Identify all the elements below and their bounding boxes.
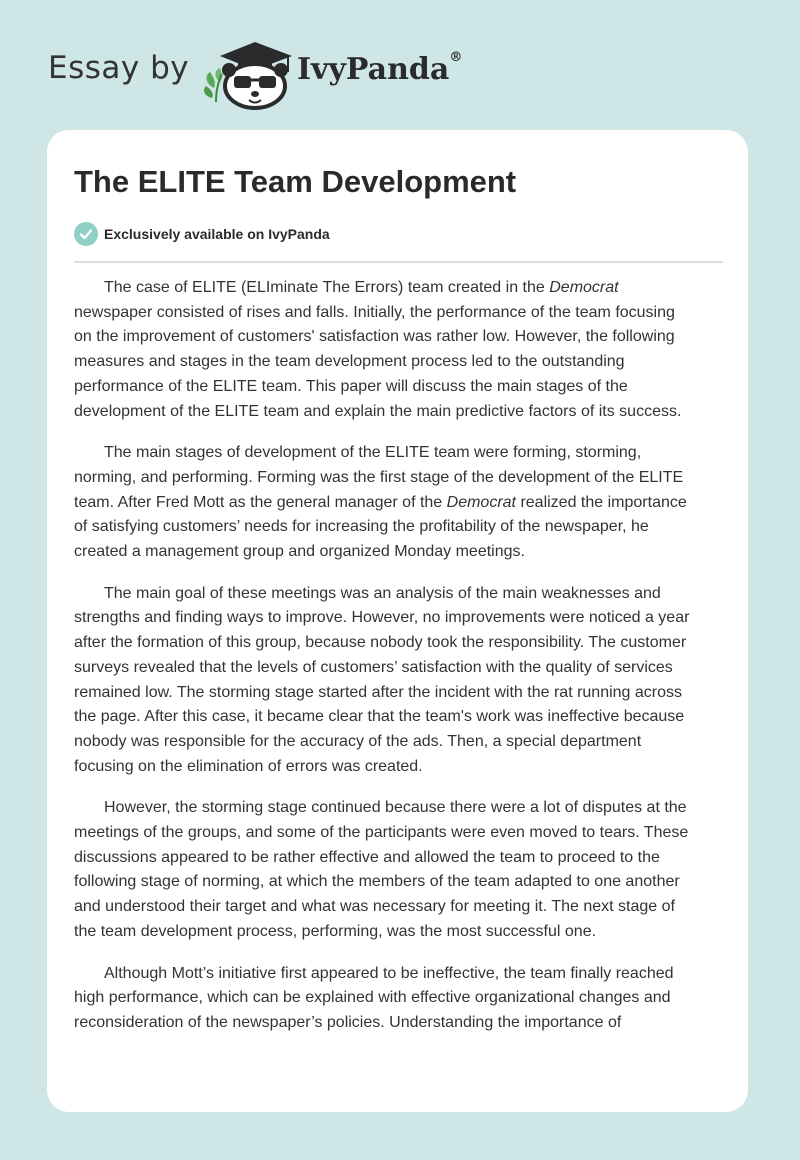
brand-name[interactable] — [297, 52, 462, 87]
paragraph-line — [74, 375, 724, 400]
text-segment: focusing on the elimination of errors was created. — [74, 757, 423, 775]
paragraph-line — [74, 1011, 724, 1036]
paragraph-line — [74, 631, 724, 656]
text-segment: team. After Fred Mott as the general manager of the — [74, 493, 447, 511]
paragraph-line — [74, 400, 724, 425]
paragraph-line — [74, 705, 724, 730]
paragraph-line — [74, 986, 724, 1011]
checkmark-icon — [74, 222, 98, 246]
paragraph-line — [74, 515, 724, 540]
text-segment: surveys revealed that the levels of customers’ satisfaction with the quality of services — [74, 658, 673, 676]
article-paragraph — [74, 441, 724, 565]
paragraph-line — [74, 870, 724, 895]
text-segment: performance of the ELITE team. This paper will discuss the main stages of the — [74, 377, 628, 395]
text-segment: the page. After this case, it became clear that the team's work was ineffective because — [74, 708, 685, 726]
brand-text: IvyPanda — [297, 52, 450, 87]
article-paragraph — [74, 582, 724, 780]
site-header — [0, 0, 800, 120]
text-segment: nobody was responsible for the accuracy of the ads. Then, a special department — [74, 732, 642, 750]
text-segment: measures and stages in the team development process led to the outstanding — [74, 353, 625, 371]
paragraph-line — [74, 466, 724, 491]
paragraph-line — [74, 276, 724, 301]
paragraph-line — [74, 821, 724, 846]
text-segment: the team development process, performing, was the most successful one. — [74, 922, 597, 940]
text-segment: discussions appeared to be rather effective and allowed the team to proceed to the — [74, 848, 660, 866]
text-segment: However, the storming stage continued because there were a lot of disputes at the — [104, 799, 687, 817]
text-segment: The main goal of these meetings was an analysis of the main weaknesses and — [104, 584, 661, 602]
article-body — [74, 276, 724, 1053]
paragraph-line — [74, 540, 724, 565]
text-segment: Although Mott’s initiative first appeared to be ineffective, the team finally reached — [104, 964, 674, 982]
paragraph-line — [74, 681, 724, 706]
paragraph-line — [74, 656, 724, 681]
paragraph-line — [74, 582, 724, 607]
text-segment: on the improvement of customers' satisfaction was rather low. However, the following — [74, 328, 675, 346]
text-segment: created a management group and organized Monday meetings. — [74, 543, 525, 561]
paragraph-line — [74, 325, 724, 350]
italic-text: Democrat — [549, 279, 619, 296]
paragraph-line — [74, 796, 724, 821]
text-segment: reconsideration of the newspaper’s policies. Understanding the importance of — [74, 1013, 622, 1031]
paragraph-line — [74, 730, 724, 755]
text-segment: realized the importance — [516, 493, 687, 511]
text-segment: strengths and finding ways to improve. However, no improvements were noticed a year — [74, 609, 690, 627]
paragraph-line — [74, 301, 724, 326]
text-segment: norming, and performing. Forming was the first stage of the development of the ELITE — [74, 468, 684, 486]
paragraph-line — [74, 895, 724, 920]
text-segment: following stage of norming, at which the members of the team adapted to one another — [74, 873, 680, 891]
text-segment: The case of ELITE (ELIminate The Errors) team created in the — [104, 279, 550, 296]
text-segment: high performance, which can be explained with effective organizational changes and — [74, 989, 671, 1007]
italic-text: Democrat — [446, 493, 516, 511]
essay-by-label: Essay by — [48, 50, 190, 86]
ivy-leaf-icon — [204, 68, 222, 102]
registered-mark: ® — [449, 50, 463, 65]
panda-logo-icon[interactable] — [200, 38, 295, 110]
paragraph-line — [74, 491, 724, 516]
paragraph-line — [74, 606, 724, 631]
article-paragraph — [74, 962, 724, 1036]
text-segment: meetings of the groups, and some of the participants were even moved to tears. These — [74, 824, 689, 842]
paragraph-line — [74, 846, 724, 871]
paragraph-line — [74, 350, 724, 375]
title-divider — [74, 261, 723, 263]
text-segment: after the formation of this group, because nobody took the responsibility. The customer — [74, 634, 687, 652]
text-segment: of satisfying customers’ needs for increasing the profitability of the newspaper, he — [74, 518, 649, 536]
text-segment: and understood their target and what was necessary for meeting it. The next stage of — [74, 898, 675, 916]
text-segment: remained low. The storming stage started after the incident with the rat running across — [74, 683, 683, 701]
exclusive-badge — [74, 222, 330, 246]
article-paragraph — [74, 276, 724, 424]
article-paragraph — [74, 796, 724, 944]
paragraph-line — [74, 755, 724, 780]
article-title: The ELITE Team Development — [74, 164, 517, 199]
exclusive-badge-label: Exclusively available on IvyPanda — [104, 226, 330, 242]
text-segment: The main stages of development of the ELITE team were forming, storming, — [104, 444, 642, 462]
text-segment: newspaper consisted of rises and falls. Initially, the performance of the team focusing — [74, 303, 675, 321]
paragraph-line — [74, 920, 724, 945]
paragraph-line — [74, 441, 724, 466]
article-card — [47, 130, 748, 1112]
paragraph-line — [74, 962, 724, 987]
text-segment: development of the ELITE team and explain the main predictive factors of its success. — [74, 402, 682, 420]
